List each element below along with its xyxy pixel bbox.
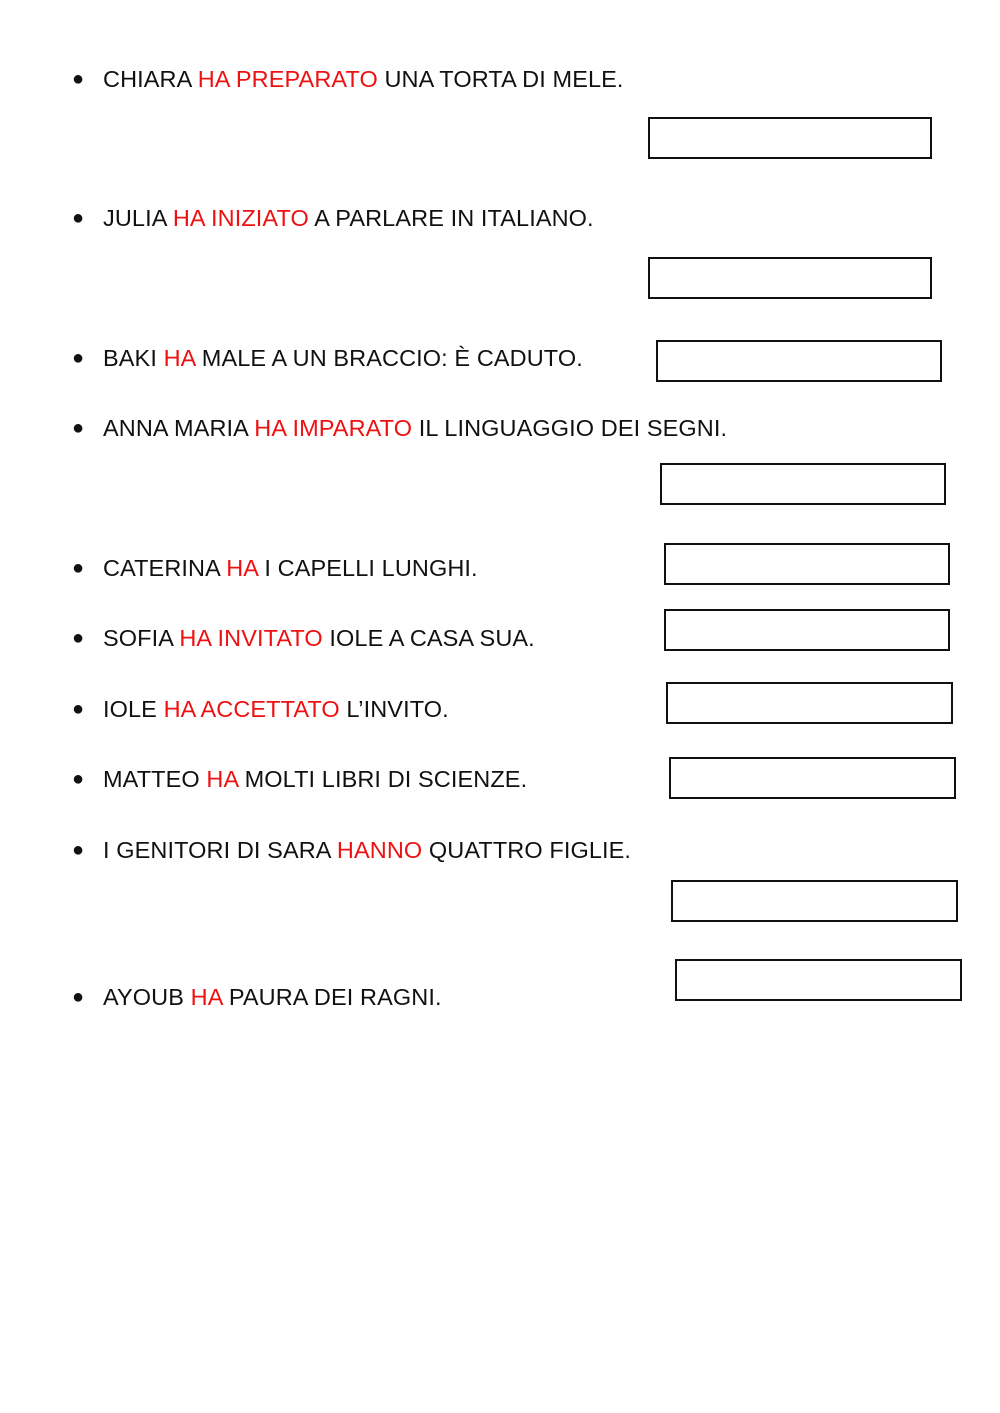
sentence-10 [72,980,442,1014]
sentence-4 [72,411,727,445]
answer-box-9[interactable] [671,880,958,922]
bullet-icon: ● [72,986,85,1008]
sentence-2-rest: A PARLARE IN ITALIANO. [308,205,594,231]
answer-box-10[interactable] [675,959,962,1001]
sentence-3-rest: MALE A UN BRACCIO: È CADUTO. [195,345,583,371]
bullet-icon: ● [72,207,85,229]
sentence-3 [72,341,583,375]
sentence-10-subject: AYOUB [103,984,191,1010]
sentence-1-rest: UNA TORTA DI MELE. [377,66,624,92]
bullet-icon: ● [72,839,85,861]
bullet-icon: ● [72,557,85,579]
sentence-6-subject: SOFIA [103,625,180,651]
sentence-5-verb: HA [226,555,258,581]
sentence-6 [72,621,535,655]
answer-box-1[interactable] [648,117,932,159]
sentence-5-rest: I CAPELLI LUNGHI. [257,555,478,581]
sentence-5-subject: CATERINA [103,555,227,581]
answer-box-4[interactable] [660,463,946,505]
bullet-icon: ● [72,768,85,790]
sentence-8-rest: MOLTI LIBRI DI SCIENZE. [237,766,528,792]
sentence-3-verb: HA [163,345,196,371]
bullet-icon: ● [72,347,85,369]
sentence-9-verb: HANNO [336,837,423,863]
sentence-2-verb: HA INIZIATO [172,205,309,231]
bullet-icon: ● [72,68,85,90]
answer-box-3[interactable] [656,340,942,382]
bullet-icon: ● [72,698,85,720]
sentence-10-verb: HA [190,984,223,1010]
sentence-7-verb: HA ACCETTATO [163,696,340,722]
sentence-5 [72,551,478,585]
sentence-6-verb: HA INVITATO [179,625,323,651]
sentence-8-verb: HA [206,766,238,792]
sentence-9-subject: I GENITORI DI SARA [103,837,337,863]
sentence-3-subject: BAKI [103,345,164,371]
sentence-9-rest: QUATTRO FIGLIE. [422,837,632,863]
bullet-icon: ● [72,417,85,439]
answer-box-2[interactable] [648,257,932,299]
sentence-6-rest: IOLE A CASA SUA. [322,625,535,651]
sentence-10-rest: PAURA DEI RAGNI. [222,984,442,1010]
sentence-1-subject: CHIARA [103,66,198,92]
sentence-1 [72,62,624,96]
sentence-8-subject: MATTEO [103,766,207,792]
sentence-4-subject: ANNA MARIA [103,415,255,441]
sentence-4-verb: HA IMPARATO [254,415,413,441]
answer-box-5[interactable] [664,543,950,585]
answer-box-7[interactable] [666,682,953,724]
sentence-7-rest: L’INVITO. [339,696,449,722]
answer-box-8[interactable] [669,757,956,799]
sentence-8 [72,762,527,796]
sentence-1-verb: HA PREPARATO [197,66,378,92]
sentence-7 [72,692,449,726]
sentence-4-rest: IL LINGUAGGIO DEI SEGNI. [412,415,728,441]
sentence-2 [72,201,594,235]
sentence-2-subject: JULIA [103,205,173,231]
bullet-icon: ● [72,627,85,649]
sentence-7-subject: IOLE [103,696,164,722]
sentence-9 [72,833,631,867]
answer-box-6[interactable] [664,609,950,651]
